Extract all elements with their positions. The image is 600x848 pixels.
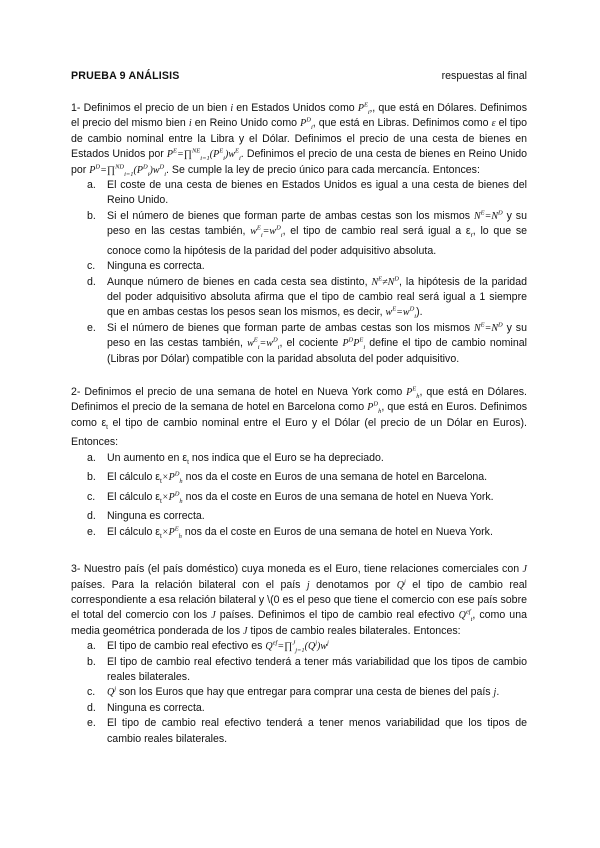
- question-1-option-b[interactable]: b. Si el número de bienes que forman parte de ambas cestas son los mismos $N^E=N^D$ y su peso en las cestas también, $w^E_i=w^D_i$, el tipo de cambio real será igual a $\varepsilon_r$, lo que se conoce como la hipótesis de la paridad del poder adquisitivo absoluta.: [87, 209, 528, 257]
- question-3-options: [71, 639, 527, 747]
- question-2-option-d[interactable]: d. Ninguna es correcta.: [87, 510, 205, 523]
- question-1-option-e[interactable]: e. Si el número de bienes que forman parte de ambas cestas son los mismos $N^E=N^D$ y su peso en las cestas también, $w^E_i=w^D_i$, el cociente $P^DP^E_i$ define el tipo de cambio nominal (Libras por Dólar) compatible con la paridad absoluta del poder adquisitivo.: [87, 321, 527, 365]
- document-page: [71, 70, 527, 747]
- question-2: [71, 385, 527, 544]
- question-1: [71, 101, 527, 367]
- question-1-option-c[interactable]: c. Ninguna es correcta.: [87, 260, 205, 273]
- question-3-option-a[interactable]: a. El tipo de cambio real efectivo es $Q^{ef}=\prod^J_{j=1}(Q^j)w^j$: [87, 639, 329, 655]
- question-1-option-a[interactable]: a. El coste de una cesta de bienes en Estados Unidos es igual a una cesta de bienes del Reino Unido.: [87, 179, 527, 207]
- question-2-option-e[interactable]: e. El cálculo $\varepsilon_t\times P^E_h$ nos da el coste en Euros de una semana de hotel en Nueva York.: [87, 525, 493, 540]
- question-3-option-c[interactable]: c. $Q^j$ son los Euros que hay que entregar para comprar una cesta de bienes del país j.: [87, 686, 500, 699]
- question-3-option-d[interactable]: d. Ninguna es correcta.: [87, 701, 205, 714]
- question-3-option-e[interactable]: e. El tipo de cambio real efectivo tenderá a tener menos variabilidad que los tipos de cambio reales bilaterales.: [87, 717, 527, 745]
- question-3-stem: 3- Nuestro país (el país doméstico) cuya moneda es el Euro, tiene relaciones comerciales con J países. Para la relación bilateral con el país j denotamos por $Q^j$ el tipo de cambio real correspondiente a esa relación bilateral y \(0 es el peso que tiene el comercio con ese país sobre el total del comercio con los J países. Definimos el tipo de cambio real efectivo $Q^{ef}_t$, como una media geométrica ponderada de los J tipos de cambio reales bilaterales. Entonces:: [71, 563, 527, 637]
- question-2-options: [71, 451, 527, 544]
- question-2-option-b[interactable]: b. El cálculo $\varepsilon_t\times P^D_h$ nos da el coste en Euros de una semana de hotel en Barcelona.: [87, 470, 488, 486]
- page-title: PRUEBA 9 ANÁLISIS: [71, 70, 180, 82]
- question-1-option-d[interactable]: d. Aunque número de bienes en cada cesta sea distinto, $N^E\ne N^D$, la hipótesis de la paridad del poder adquisitivo absoluta afirma que el tipo de cambio real será igual a 1 siempre que en ambas cestas los pesos sean los mismos, es decir, $w^E=w^D_i$).: [87, 275, 527, 321]
- question-2-option-a[interactable]: a. Un aumento en $\varepsilon_t$ nos indica que el Euro se ha depreciado.: [87, 451, 384, 466]
- question-3-option-b[interactable]: b. El tipo de cambio real efectivo tenderá a tener más variabilidad que los tipos de cambio reales bilaterales.: [87, 655, 527, 684]
- answers-note: respuestas al final: [441, 70, 527, 82]
- question-3: [71, 562, 527, 747]
- question-1-stem: 1- Definimos el precio de un bien i en Estados Unidos como $P^E_i$,, que está en Dólares. Definimos el precio del mismo bien i en Reino Unido como $P^D_i$, que está en Libras. Definimos como ε el tipo de cambio nominal entre la Libra y el Dólar. Definimos el precio de una cesta de bienes en Estados Unidos por $P^E=\prod^{NE}_{i=1}(P^E_i)w^E_i$. Definimos el precio de una cesta de bienes en Reino Unido por $P^D=\prod^{ND}_{i=1}(P^D_i)w^D_i$. Se cumple la ley de precio único para cada mercancía. Entonces:: [71, 101, 528, 178]
- page-header: [71, 70, 527, 86]
- question-2-stem: 2- Definimos el precio de una semana de hotel en Nueva York como $P^E_h$, que está en Dólares. Definimos el precio de la semana de hotel en Barcelona como $P^D_h$, que está en Euros. Definimos como $\varepsilon_t$ el tipo de cambio nominal entre el Euro y el Dólar (el precio de un Dólar en Euros). Entonces:: [71, 385, 528, 449]
- question-2-option-c[interactable]: c. El cálculo $\varepsilon_t\times P^D_h$ nos da el coste en Euros de una semana de hotel en Nueva York.: [87, 490, 494, 505]
- question-1-options: [71, 178, 527, 367]
